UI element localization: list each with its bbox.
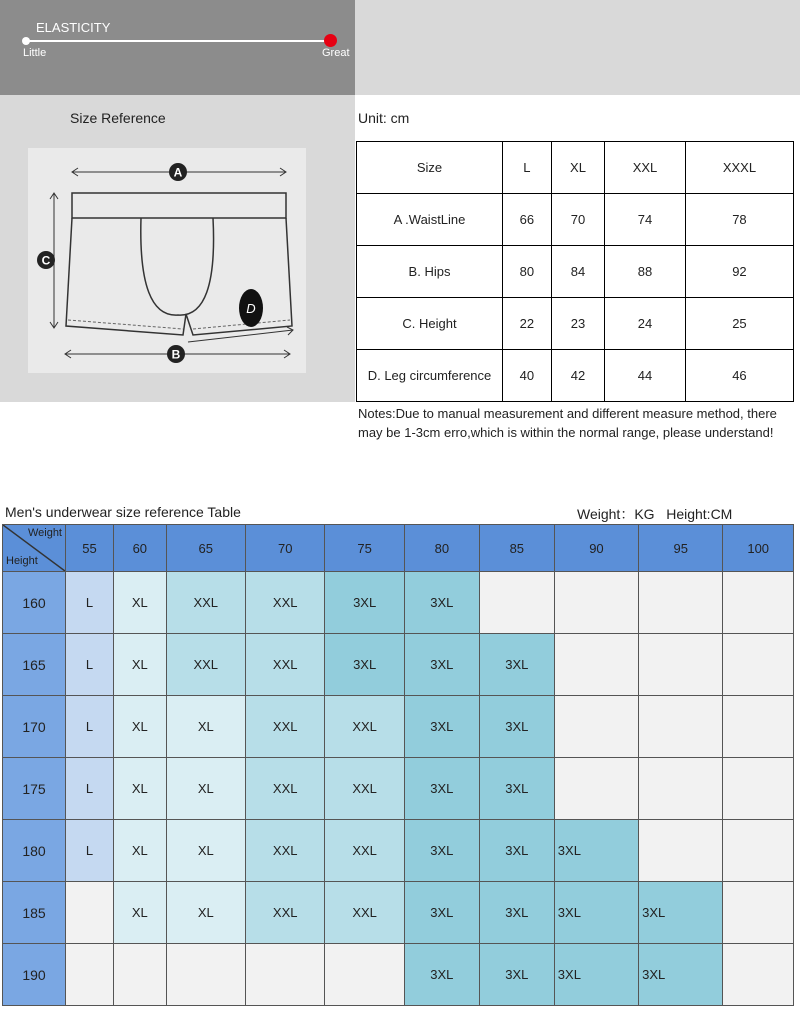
height-row xyxy=(3,944,794,1006)
size-cell: 3XL xyxy=(325,572,404,634)
elasticity-scale-line xyxy=(26,40,330,42)
size-cell: 3XL xyxy=(639,882,723,944)
weight-header-cell: 65 xyxy=(166,525,245,572)
height-row xyxy=(3,572,794,634)
height-header-cell: 165 xyxy=(3,634,66,696)
size-cell: XXL xyxy=(325,820,404,882)
elasticity-panel-right xyxy=(355,0,800,95)
measurement-value-cell: 74 xyxy=(605,194,686,246)
size-cell xyxy=(639,696,723,758)
size-cell: XXL xyxy=(245,572,324,634)
measurement-value-cell: 80 xyxy=(503,246,552,298)
size-cell: XL xyxy=(166,820,245,882)
size-cell: 3XL xyxy=(554,944,638,1006)
size-cell: 3XL xyxy=(479,634,554,696)
marker-c-label: C xyxy=(41,253,51,268)
size-cell: XL xyxy=(166,758,245,820)
measurement-value-cell: 88 xyxy=(605,246,686,298)
size-cell xyxy=(479,572,554,634)
measurement-value-cell: 42 xyxy=(551,350,604,402)
measurement-row xyxy=(357,350,794,402)
size-cell xyxy=(114,944,167,1006)
size-cell: 3XL xyxy=(404,634,479,696)
size-cell xyxy=(66,944,114,1006)
size-cell: 3XL xyxy=(479,696,554,758)
size-cell: 3XL xyxy=(479,882,554,944)
elasticity-title: ELASTICITY xyxy=(36,20,111,35)
size-cell: L xyxy=(66,634,114,696)
size-cell: L xyxy=(66,820,114,882)
size-cell xyxy=(554,758,638,820)
weight-header-cell: 70 xyxy=(245,525,324,572)
unit-label: Unit: cm xyxy=(358,110,410,126)
waistband-outline xyxy=(72,193,286,218)
size-cell: XL xyxy=(166,696,245,758)
size-cell xyxy=(639,820,723,882)
size-cell: 3XL xyxy=(479,820,554,882)
measurement-label-cell: C. Height xyxy=(357,298,503,350)
measurement-header-cell: Size xyxy=(357,142,503,194)
size-cell: L xyxy=(66,758,114,820)
size-reference-table-units: Weight：KG Height:CM xyxy=(577,506,733,522)
height-row xyxy=(3,758,794,820)
size-cell xyxy=(723,944,794,1006)
elasticity-high-label: Great xyxy=(322,47,350,59)
size-cell: XXL xyxy=(245,758,324,820)
measurement-value-cell: 70 xyxy=(551,194,604,246)
weight-header-row xyxy=(3,525,794,572)
measurement-value-cell: 40 xyxy=(503,350,552,402)
size-cell: 3XL xyxy=(404,696,479,758)
size-cell: L xyxy=(66,696,114,758)
measurement-value-cell: 24 xyxy=(605,298,686,350)
size-cell xyxy=(166,944,245,1006)
measurement-value-cell: 23 xyxy=(551,298,604,350)
size-reference-table-title: Men's underwear size reference Table xyxy=(5,504,241,520)
size-cell xyxy=(723,572,794,634)
size-cell xyxy=(723,882,794,944)
size-cell: XL xyxy=(114,820,167,882)
size-cell: 3XL xyxy=(479,944,554,1006)
size-reference-table xyxy=(2,524,794,1006)
size-cell xyxy=(325,944,404,1006)
size-cell: XL xyxy=(114,572,167,634)
height-row xyxy=(3,820,794,882)
marker-d-label: D xyxy=(246,301,256,316)
size-cell: 3XL xyxy=(639,944,723,1006)
measurement-label-cell: D. Leg circumference xyxy=(357,350,503,402)
size-cell: 3XL xyxy=(325,634,404,696)
measurement-value-cell: 78 xyxy=(685,194,793,246)
size-cell: XL xyxy=(114,696,167,758)
size-cell: XXL xyxy=(245,696,324,758)
measurement-value-cell: 46 xyxy=(685,350,793,402)
size-cell: 3XL xyxy=(554,882,638,944)
corner-header-cell xyxy=(3,525,66,572)
measurement-value-cell: 92 xyxy=(685,246,793,298)
measurement-row xyxy=(357,246,794,298)
size-cell xyxy=(639,758,723,820)
measurement-table xyxy=(356,141,794,402)
measurement-header-cell: XXXL xyxy=(685,142,793,194)
corner-height-label: Height xyxy=(6,555,38,567)
measurement-row xyxy=(357,298,794,350)
size-cell: 3XL xyxy=(479,758,554,820)
size-cell xyxy=(554,634,638,696)
measurement-value-cell: 25 xyxy=(685,298,793,350)
weight-header-cell: 55 xyxy=(66,525,114,572)
size-cell xyxy=(723,820,794,882)
height-header-cell: 160 xyxy=(3,572,66,634)
height-header-cell: 185 xyxy=(3,882,66,944)
weight-header-cell: 85 xyxy=(479,525,554,572)
dimension-line-d xyxy=(188,330,293,342)
measurement-label-cell: B. Hips xyxy=(357,246,503,298)
elasticity-level-indicator xyxy=(324,34,337,47)
underwear-measurement-diagram xyxy=(28,148,306,373)
marker-a-label: A xyxy=(173,165,183,180)
size-cell xyxy=(723,634,794,696)
measurement-header-cell: XL xyxy=(551,142,604,194)
size-cell: XXL xyxy=(166,634,245,696)
weight-header-cell: 75 xyxy=(325,525,404,572)
size-cell xyxy=(554,572,638,634)
size-cell xyxy=(66,882,114,944)
size-cell: L xyxy=(66,572,114,634)
size-cell: 3XL xyxy=(404,882,479,944)
measurement-value-cell: 84 xyxy=(551,246,604,298)
size-cell: XL xyxy=(166,882,245,944)
height-header-cell: 180 xyxy=(3,820,66,882)
measurement-notes: Notes:Due to manual measurement and different measure method, there may be 1-3cm erro,which is within the normal range, please understand! xyxy=(358,406,777,440)
weight-header-cell: 95 xyxy=(639,525,723,572)
measurement-value-cell: 66 xyxy=(503,194,552,246)
height-row xyxy=(3,882,794,944)
size-cell xyxy=(639,572,723,634)
weight-header-cell: 80 xyxy=(404,525,479,572)
size-cell: 3XL xyxy=(404,944,479,1006)
measurement-value-cell: 22 xyxy=(503,298,552,350)
size-cell: XL xyxy=(114,634,167,696)
size-cell: XXL xyxy=(245,882,324,944)
size-cell: XXL xyxy=(166,572,245,634)
size-cell: XXL xyxy=(325,882,404,944)
elasticity-panel xyxy=(0,0,355,95)
size-cell: 3XL xyxy=(404,572,479,634)
corner-weight-label: Weight xyxy=(27,527,62,539)
size-cell: 3XL xyxy=(554,820,638,882)
size-cell xyxy=(723,696,794,758)
size-cell xyxy=(245,944,324,1006)
elasticity-min-dot xyxy=(22,37,30,45)
height-header-cell: 175 xyxy=(3,758,66,820)
measurement-header-row xyxy=(357,142,794,194)
size-cell xyxy=(639,634,723,696)
measurement-label-cell: A .WaistLine xyxy=(357,194,503,246)
weight-header-cell: 90 xyxy=(554,525,638,572)
size-cell: XXL xyxy=(245,820,324,882)
height-header-cell: 190 xyxy=(3,944,66,1006)
size-cell: XXL xyxy=(245,634,324,696)
size-cell xyxy=(723,758,794,820)
size-cell: 3XL xyxy=(404,758,479,820)
size-cell xyxy=(554,696,638,758)
size-reference-title: Size Reference xyxy=(70,110,166,126)
size-cell: XL xyxy=(114,758,167,820)
height-row xyxy=(3,634,794,696)
weight-header-cell: 100 xyxy=(723,525,794,572)
height-header-cell: 170 xyxy=(3,696,66,758)
size-cell: XL xyxy=(114,882,167,944)
weight-header-cell: 60 xyxy=(114,525,167,572)
size-cell: XXL xyxy=(325,696,404,758)
measurement-value-cell: 44 xyxy=(605,350,686,402)
measurement-header-cell: L xyxy=(503,142,552,194)
measurement-row xyxy=(357,194,794,246)
marker-b-label: B xyxy=(171,347,181,362)
elasticity-low-label: Little xyxy=(23,47,47,59)
height-row xyxy=(3,696,794,758)
measurement-header-cell: XXL xyxy=(605,142,686,194)
size-cell: XXL xyxy=(325,758,404,820)
pouch-outline xyxy=(141,218,214,315)
size-cell: 3XL xyxy=(404,820,479,882)
